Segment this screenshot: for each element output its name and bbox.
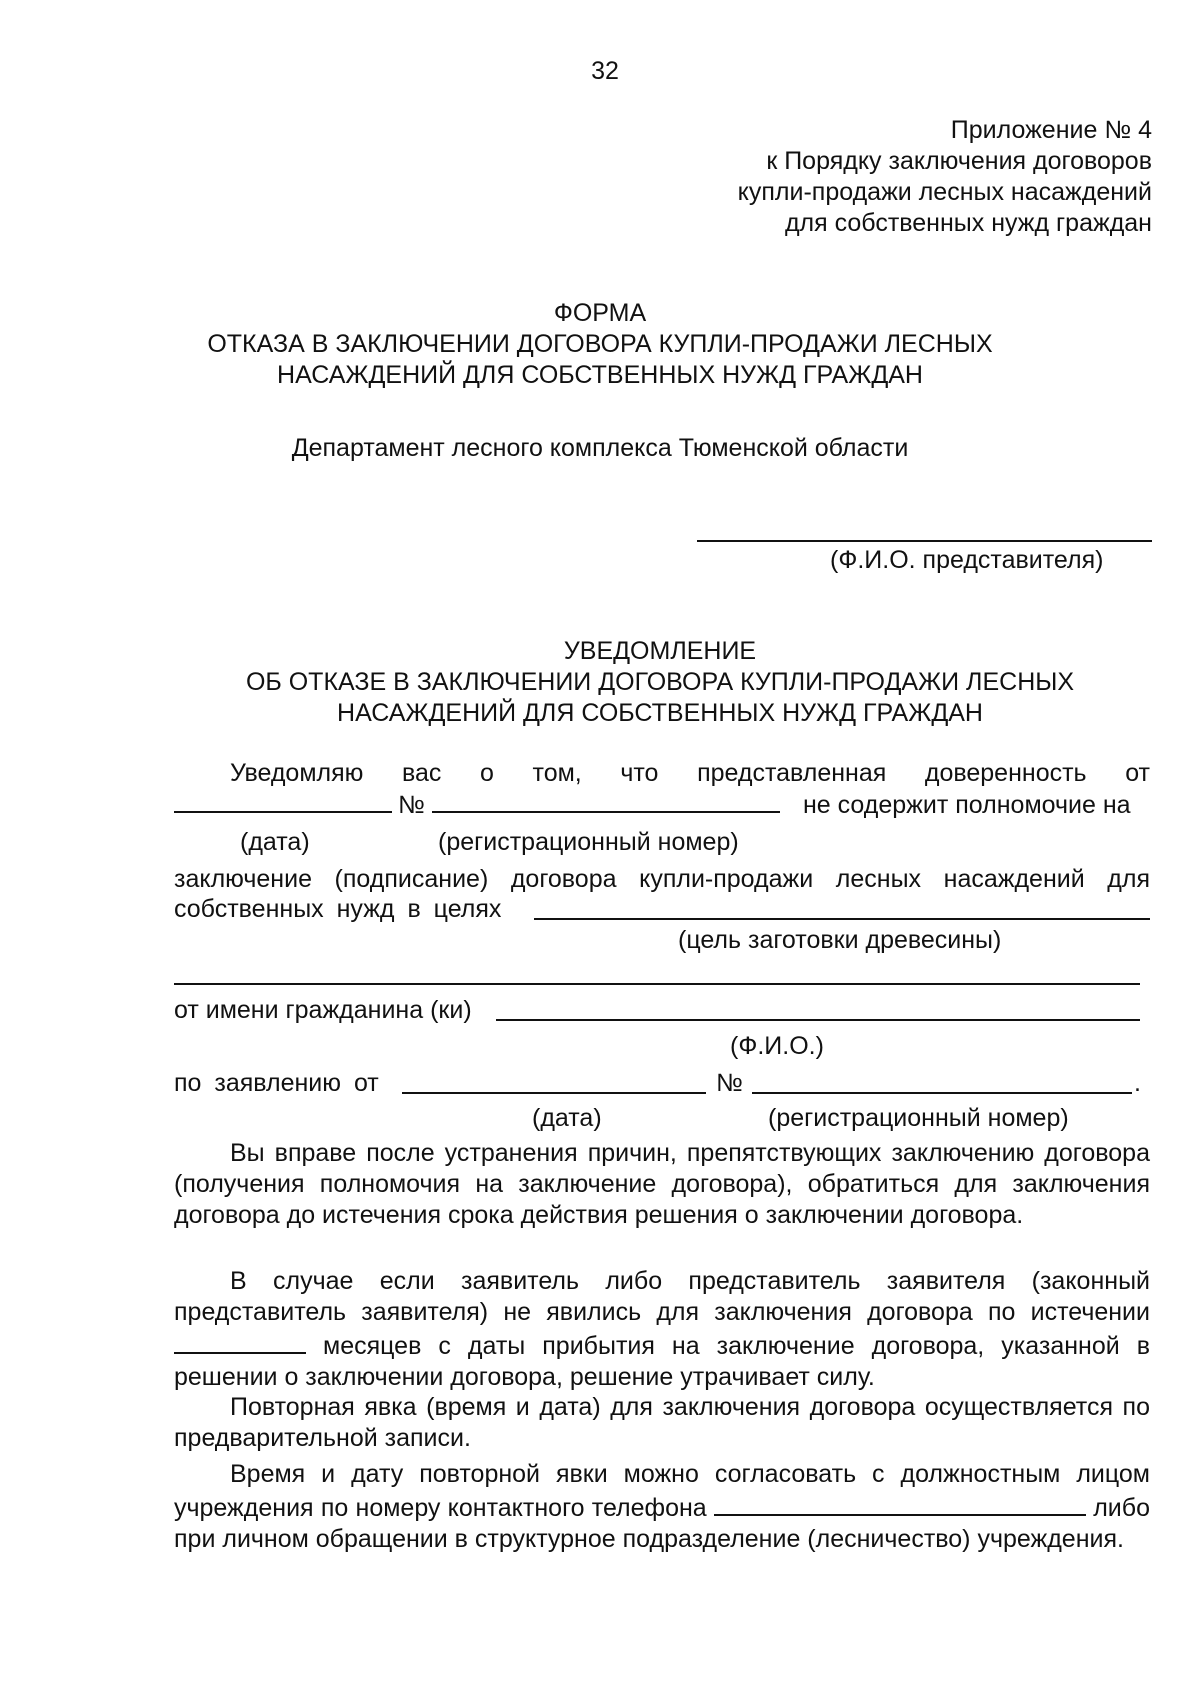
paragraph-decision-expiry-start: В случае если заявитель либо представитель заявителя (законный представитель заявителя) не явились для заключения договора по истечении: [174, 1267, 1150, 1326]
caption-date-1: (дата): [240, 828, 310, 856]
caption-date-2: (дата): [532, 1104, 602, 1132]
form-title-line-3: НАСАЖДЕНИЙ ДЛЯ СОБСТВЕННЫХ НУЖД ГРАЖДАН: [277, 361, 923, 389]
application-period: .: [1134, 1069, 1141, 1097]
notice-title: [0, 636, 1200, 729]
notice-title-line-1: УВЕДОМЛЕНИЕ: [563, 637, 757, 665]
caption-purpose: (цель заготовки древесины): [678, 926, 1002, 954]
notice-line-1: Уведомляю вас о том, что представленная доверенность от: [230, 759, 1150, 787]
power-of-attorney-date-line: [174, 811, 392, 813]
notice-title-line-2: ОБ ОТКАЗЕ В ЗАКЛЮЧЕНИИ ДОГОВОРА КУПЛИ-ПРОДАЖИ ЛЕСНЫХ: [245, 668, 1075, 696]
on-behalf-label: от имени гражданина (ки): [174, 996, 472, 1024]
annex-line-2: к Порядку заключения договоров: [766, 147, 1152, 175]
paragraph-right-to-reapply: [174, 1138, 1150, 1231]
paragraph-contact: [174, 1459, 1150, 1555]
paragraph-repeat-visit: [174, 1392, 1150, 1454]
application-number-line: [752, 1092, 1132, 1094]
application-date-line: [402, 1092, 706, 1094]
contact-phone-line: [714, 1490, 1086, 1516]
notice-line-4: собственных нужд в целях: [174, 895, 502, 923]
paragraph-right-to-reapply-text: Вы вправе после устранения причин, препятствующих заключению договора (получения полномочия на заключение договора), обратиться для заключения договора до истечения срока действия решения о заключении договора.: [174, 1139, 1150, 1229]
representative-name-line: [697, 540, 1152, 542]
purpose-continuation-line: [174, 983, 1140, 985]
notice-title-line-3: НАСАЖДЕНИЙ ДЛЯ СОБСТВЕННЫХ НУЖД ГРАЖДАН: [337, 699, 983, 727]
notice-line-3: заключение (подписание) договора купли-продажи лесных насаждений для: [174, 865, 1150, 893]
number-sign: №: [398, 791, 425, 819]
page-number: 32: [591, 57, 619, 85]
annex-line-3: купли-продажи лесных насаждений: [737, 178, 1152, 206]
annex-header: [738, 115, 1152, 239]
power-of-attorney-number-line: [432, 811, 780, 813]
months-count-line: [174, 1328, 306, 1354]
notice-line-2-tail: не содержит полномочие на: [803, 791, 1131, 819]
citizen-name-line: [496, 1019, 1140, 1021]
form-title-line-1: ФОРМА: [553, 299, 647, 327]
by-application-label: по заявлению от: [174, 1069, 379, 1097]
form-title: [0, 298, 1200, 391]
paragraph-decision-expiry-end: месяцев с даты прибытия на заключение договора, указанной в решении о заключении договора, решение утрачивает силу.: [174, 1332, 1150, 1391]
purpose-line: [534, 918, 1150, 920]
caption-fio: (Ф.И.О.): [730, 1032, 824, 1060]
form-title-line-2: ОТКАЗА В ЗАКЛЮЧЕНИИ ДОГОВОРА КУПЛИ-ПРОДАЖИ ЛЕСНЫХ: [207, 330, 993, 358]
paragraph-repeat-visit-text: Повторная явка (время и дата) для заключения договора осуществляется по предварительной записи.: [174, 1393, 1150, 1452]
representative-caption: (Ф.И.О. представителя): [830, 546, 1104, 574]
application-number-sign: №: [716, 1069, 743, 1097]
paragraph-contact-end: либо при личном обращении в структурное подразделение (лесничество) учреждения.: [174, 1494, 1150, 1553]
department-name: Департамент лесного комплекса Тюменской области: [291, 434, 909, 462]
caption-reg-number-1: (регистрационный номер): [438, 828, 739, 856]
paragraph-decision-expiry: [174, 1266, 1150, 1393]
annex-line-1: Приложение № 4: [950, 116, 1152, 144]
paragraph-contact-start: Время и дату повторной явки можно согласовать с должностным лицом учреждения по номеру контактного телефона: [174, 1460, 1150, 1522]
caption-reg-number-2: (регистрационный номер): [768, 1104, 1069, 1132]
annex-line-4: для собственных нужд граждан: [784, 209, 1152, 237]
